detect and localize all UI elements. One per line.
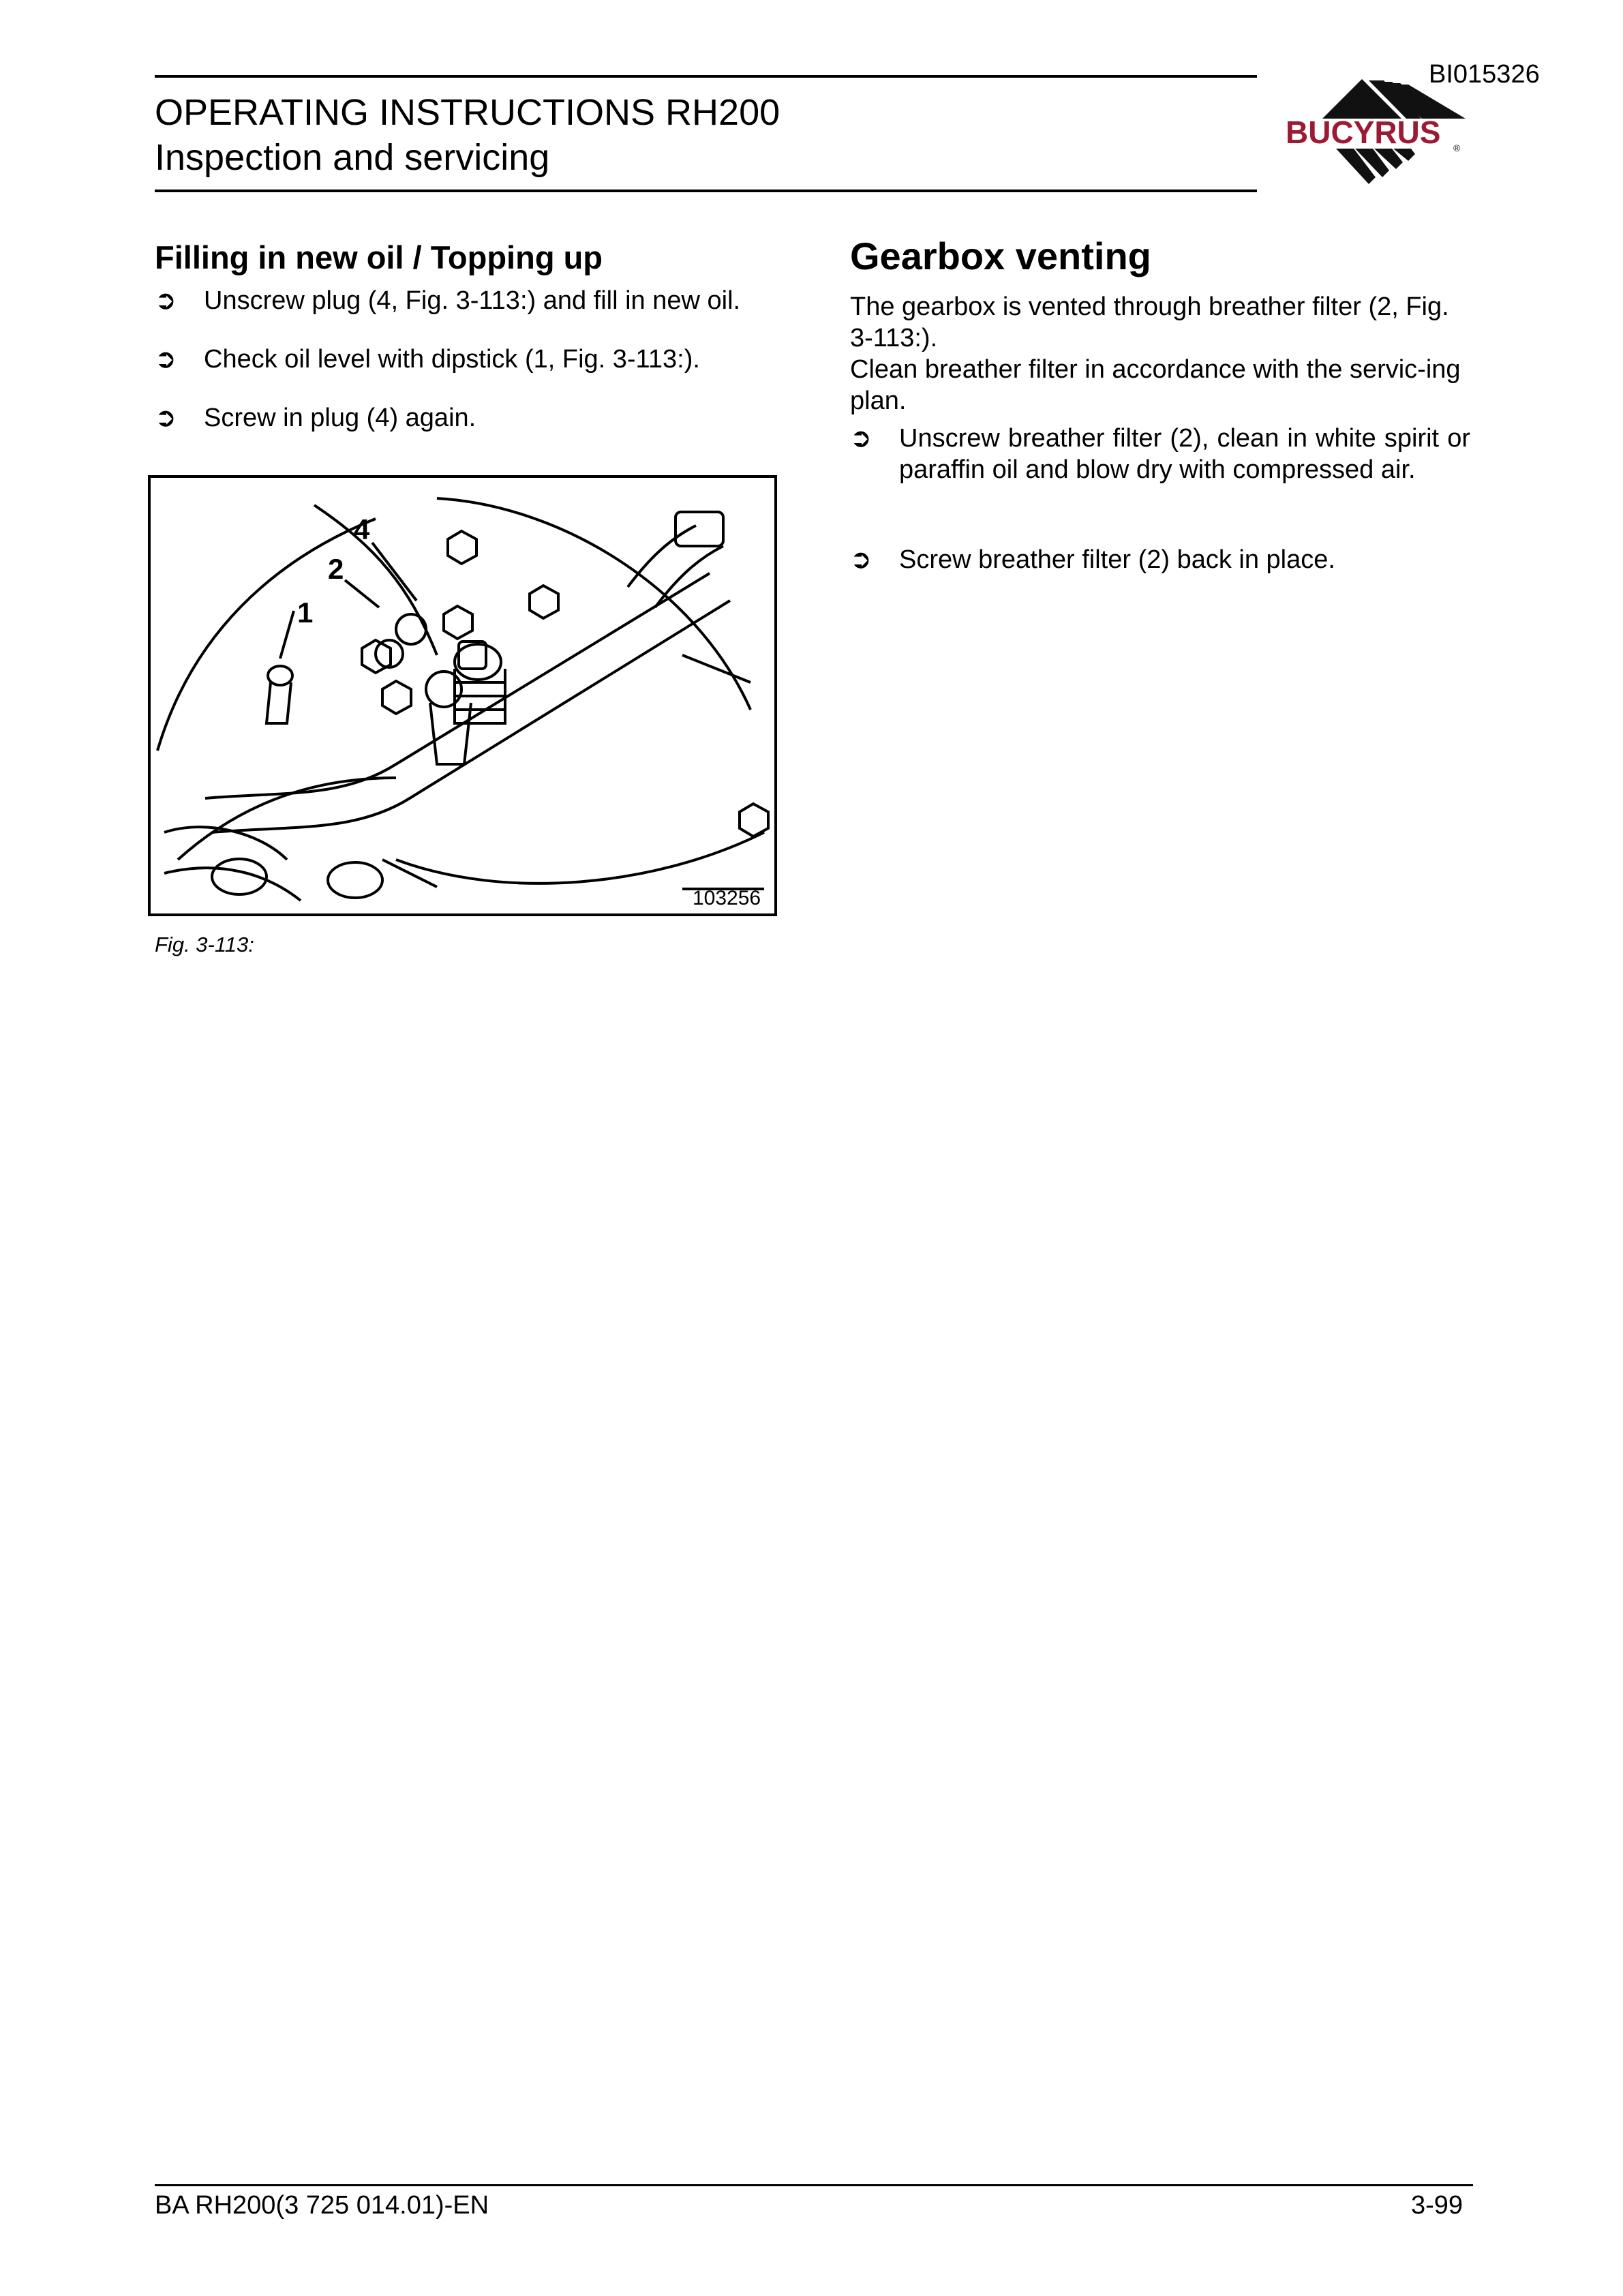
bucyrus-logo (1281, 75, 1472, 191)
step-text: Check oil level with dipstick (1, Fig. 3-113:). (204, 345, 700, 374)
header-bottom-rule (155, 190, 1257, 192)
step-text: Screw breather filter (2) back in place. (899, 545, 1335, 574)
arrow-bullet-icon: ➲ (155, 345, 177, 374)
venting-paragraph-2: Clean breather filter in accordance with the servic-ing plan. (850, 355, 1461, 415)
step-text: Unscrew breather filter (2), clean in white spirit or paraffin oil and blow dry with compressed air. (899, 424, 1470, 484)
footer-rule (155, 2184, 1473, 2186)
arrow-bullet-icon: ➲ (155, 286, 177, 315)
arrow-bullet-icon: ➲ (850, 424, 872, 453)
footer-document-code: BA RH200(3 725 014.01)-EN (155, 2191, 489, 2220)
figure-image-number: 103256 (693, 887, 761, 909)
callout-2: 2 (328, 553, 344, 585)
header-top-rule (155, 75, 1257, 78)
step-text: Screw in plug (4) again. (204, 404, 476, 432)
callout-4: 4 (354, 513, 370, 545)
header-subtitle: Inspection and servicing (155, 137, 550, 178)
venting-paragraph-1: The gearbox is vented through breather filter (2, Fig. 3-113:). (850, 292, 1449, 352)
section-heading-gearbox-venting: Gearbox venting (850, 235, 1151, 277)
gearbox-line-drawing (151, 478, 774, 913)
footer-page-number: 3-99 (1411, 2191, 1463, 2220)
arrow-bullet-icon: ➲ (850, 545, 872, 574)
callout-1: 1 (297, 596, 314, 629)
logo-wordmark: BUCYRUS (1286, 115, 1441, 150)
svg-text:®: ® (1453, 142, 1461, 153)
document-id: BI015326 (1429, 60, 1540, 89)
step-text: Unscrew plug (4, Fig. 3-113:) and fill in new oil. (204, 286, 741, 315)
figure-caption: Fig. 3-113: (155, 933, 254, 956)
arrow-bullet-icon: ➲ (155, 404, 177, 432)
header-title: OPERATING INSTRUCTIONS RH200 (155, 92, 780, 133)
gearbox-figure (148, 475, 777, 916)
section-heading-filling: Filling in new oil / Topping up (155, 239, 603, 275)
